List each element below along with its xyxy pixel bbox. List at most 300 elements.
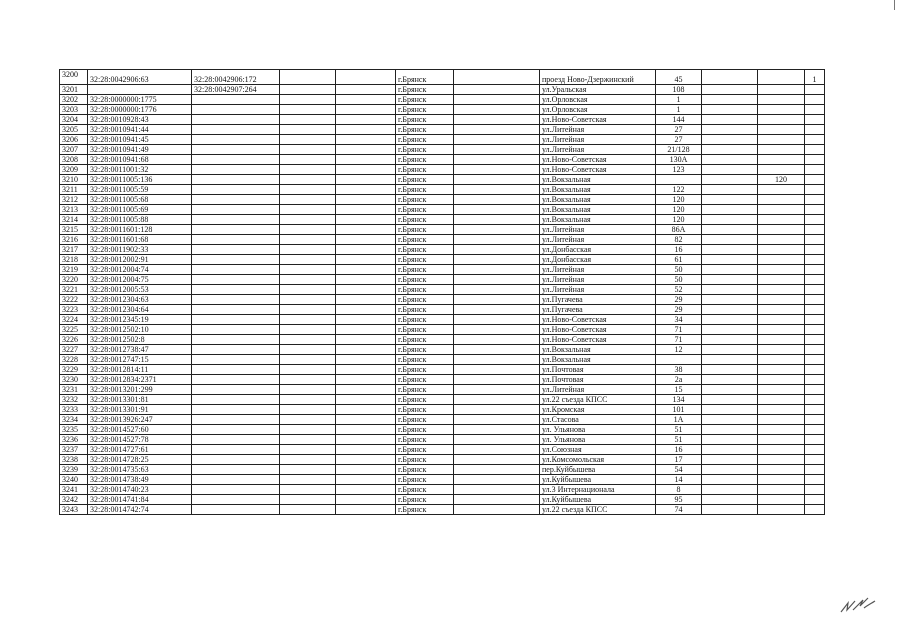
street-cell: ул.Донбасская bbox=[540, 245, 656, 255]
street-cell: ул.Литейная bbox=[540, 285, 656, 295]
house-number-cell: 95 bbox=[656, 495, 702, 505]
related-cadastral-number-cell bbox=[192, 215, 280, 225]
table-row bbox=[60, 215, 825, 225]
empty-cell bbox=[336, 185, 396, 195]
empty-cell bbox=[454, 245, 540, 255]
empty-cell bbox=[336, 115, 396, 125]
empty-cell bbox=[280, 315, 336, 325]
last-cell bbox=[805, 385, 825, 395]
empty-cell bbox=[280, 495, 336, 505]
street-cell: ул.Вокзальная bbox=[540, 185, 656, 195]
city-cell: г.Брянск bbox=[396, 485, 454, 495]
city-cell: г.Брянск bbox=[396, 385, 454, 395]
empty-cell bbox=[454, 375, 540, 385]
city-cell: г.Брянск bbox=[396, 405, 454, 415]
cadastral-number-cell: 32:28:0011005:88 bbox=[88, 215, 192, 225]
related-cadastral-number-cell bbox=[192, 445, 280, 455]
table-row bbox=[60, 285, 825, 295]
street-cell: ул.Ново-Советская bbox=[540, 115, 656, 125]
related-cadastral-number-cell bbox=[192, 485, 280, 495]
row-number-cell: 3234 bbox=[60, 415, 88, 425]
last-cell bbox=[805, 295, 825, 305]
related-cadastral-number-cell bbox=[192, 145, 280, 155]
related-cadastral-number-cell bbox=[192, 495, 280, 505]
extra-number-cell bbox=[758, 485, 805, 495]
street-cell: ул.Вокзальная bbox=[540, 215, 656, 225]
house-number-cell: 50 bbox=[656, 275, 702, 285]
last-cell bbox=[805, 425, 825, 435]
street-cell: ул.Союзная bbox=[540, 445, 656, 455]
empty-cell bbox=[454, 165, 540, 175]
cadastral-number-cell: 32:28:0010941:44 bbox=[88, 125, 192, 135]
street-cell: ул.Комсомольская bbox=[540, 455, 656, 465]
street-cell: ул.Почтовая bbox=[540, 375, 656, 385]
empty-cell bbox=[454, 70, 540, 85]
empty-cell bbox=[702, 215, 758, 225]
cadastral-number-cell: 32:28:0010928:43 bbox=[88, 115, 192, 125]
empty-cell bbox=[280, 375, 336, 385]
empty-cell bbox=[336, 235, 396, 245]
row-number-cell: 3224 bbox=[60, 315, 88, 325]
city-cell: г.Брянск bbox=[396, 115, 454, 125]
empty-cell bbox=[280, 135, 336, 145]
street-cell: ул.Литейная bbox=[540, 145, 656, 155]
empty-cell bbox=[454, 145, 540, 155]
extra-number-cell bbox=[758, 245, 805, 255]
last-cell bbox=[805, 345, 825, 355]
empty-cell bbox=[454, 85, 540, 95]
row-number-cell: 3214 bbox=[60, 215, 88, 225]
row-number-cell: 3208 bbox=[60, 155, 88, 165]
cadastral-number-cell: 32:28:0000000:1775 bbox=[88, 95, 192, 105]
empty-cell bbox=[454, 265, 540, 275]
related-cadastral-number-cell bbox=[192, 365, 280, 375]
street-cell: ул.Вокзальная bbox=[540, 205, 656, 215]
last-cell bbox=[805, 265, 825, 275]
related-cadastral-number-cell bbox=[192, 395, 280, 405]
empty-cell bbox=[280, 265, 336, 275]
empty-cell bbox=[702, 405, 758, 415]
empty-cell bbox=[280, 395, 336, 405]
empty-cell bbox=[336, 175, 396, 185]
empty-cell bbox=[280, 415, 336, 425]
last-cell bbox=[805, 85, 825, 95]
extra-number-cell bbox=[758, 455, 805, 465]
empty-cell bbox=[702, 155, 758, 165]
house-number-cell bbox=[656, 175, 702, 185]
empty-cell bbox=[280, 115, 336, 125]
table-row bbox=[60, 70, 825, 85]
empty-cell bbox=[336, 425, 396, 435]
empty-cell bbox=[280, 285, 336, 295]
related-cadastral-number-cell bbox=[192, 175, 280, 185]
empty-cell bbox=[280, 225, 336, 235]
city-cell: г.Брянск bbox=[396, 445, 454, 455]
cadastral-number-cell: 32:28:0013301:91 bbox=[88, 405, 192, 415]
cadastral-number-cell: 32:28:0012004:74 bbox=[88, 265, 192, 275]
empty-cell bbox=[454, 175, 540, 185]
row-number-cell: 3201 bbox=[60, 85, 88, 95]
row-number-cell: 3241 bbox=[60, 485, 88, 495]
street-cell: ул.Литейная bbox=[540, 265, 656, 275]
table-row bbox=[60, 105, 825, 115]
cadastral-number-cell: 32:28:0011005:68 bbox=[88, 195, 192, 205]
related-cadastral-number-cell bbox=[192, 195, 280, 205]
last-cell bbox=[805, 245, 825, 255]
table-row bbox=[60, 275, 825, 285]
city-cell: г.Брянск bbox=[396, 315, 454, 325]
empty-cell bbox=[280, 195, 336, 205]
row-number-cell: 3235 bbox=[60, 425, 88, 435]
row-number-cell: 3211 bbox=[60, 185, 88, 195]
row-number-cell: 3207 bbox=[60, 145, 88, 155]
extra-number-cell bbox=[758, 205, 805, 215]
house-number-cell: 12 bbox=[656, 345, 702, 355]
empty-cell bbox=[454, 425, 540, 435]
related-cadastral-number-cell bbox=[192, 115, 280, 125]
empty-cell bbox=[702, 305, 758, 315]
extra-number-cell bbox=[758, 275, 805, 285]
empty-cell bbox=[280, 305, 336, 315]
empty-cell bbox=[336, 505, 396, 515]
extra-number-cell bbox=[758, 70, 805, 85]
extra-number-cell bbox=[758, 505, 805, 515]
extra-number-cell bbox=[758, 335, 805, 345]
related-cadastral-number-cell bbox=[192, 135, 280, 145]
house-number-cell: 15 bbox=[656, 385, 702, 395]
row-number-cell: 3227 bbox=[60, 345, 88, 355]
extra-number-cell bbox=[758, 195, 805, 205]
empty-cell bbox=[702, 395, 758, 405]
empty-cell bbox=[454, 445, 540, 455]
empty-cell bbox=[702, 325, 758, 335]
last-cell bbox=[805, 435, 825, 445]
empty-cell bbox=[336, 315, 396, 325]
empty-cell bbox=[336, 145, 396, 155]
empty-cell bbox=[280, 445, 336, 455]
related-cadastral-number-cell bbox=[192, 255, 280, 265]
house-number-cell bbox=[656, 355, 702, 365]
empty-cell bbox=[336, 305, 396, 315]
empty-cell bbox=[454, 185, 540, 195]
house-number-cell: 74 bbox=[656, 505, 702, 515]
empty-cell bbox=[454, 315, 540, 325]
house-number-cell: 130А bbox=[656, 155, 702, 165]
extra-number-cell bbox=[758, 145, 805, 155]
table-row bbox=[60, 295, 825, 305]
empty-cell bbox=[280, 335, 336, 345]
house-number-cell: 2а bbox=[656, 375, 702, 385]
street-cell: ул.Ново-Советская bbox=[540, 325, 656, 335]
empty-cell bbox=[702, 70, 758, 85]
city-cell: г.Брянск bbox=[396, 475, 454, 485]
extra-number-cell bbox=[758, 365, 805, 375]
related-cadastral-number-cell bbox=[192, 455, 280, 465]
empty-cell bbox=[702, 235, 758, 245]
empty-cell bbox=[454, 355, 540, 365]
empty-cell bbox=[702, 225, 758, 235]
empty-cell bbox=[280, 355, 336, 365]
table-row bbox=[60, 145, 825, 155]
city-cell: г.Брянск bbox=[396, 365, 454, 375]
extra-number-cell bbox=[758, 285, 805, 295]
table-row bbox=[60, 225, 825, 235]
empty-cell bbox=[702, 255, 758, 265]
empty-cell bbox=[280, 245, 336, 255]
empty-cell bbox=[280, 205, 336, 215]
row-number-cell: 3216 bbox=[60, 235, 88, 245]
table-row bbox=[60, 485, 825, 495]
row-number-cell: 3209 bbox=[60, 165, 88, 175]
empty-cell bbox=[336, 325, 396, 335]
city-cell: г.Брянск bbox=[396, 305, 454, 315]
empty-cell bbox=[454, 155, 540, 165]
table-row bbox=[60, 325, 825, 335]
empty-cell bbox=[336, 375, 396, 385]
extra-number-cell bbox=[758, 105, 805, 115]
extra-number-cell bbox=[758, 165, 805, 175]
cadastral-number-cell: 32:28:0012814:11 bbox=[88, 365, 192, 375]
empty-cell bbox=[454, 385, 540, 395]
street-cell: проезд Ново-Дзержинский bbox=[540, 70, 656, 85]
extra-number-cell bbox=[758, 255, 805, 265]
empty-cell bbox=[702, 205, 758, 215]
city-cell: г.Брянск bbox=[396, 335, 454, 345]
empty-cell bbox=[702, 285, 758, 295]
row-number-cell: 3218 bbox=[60, 255, 88, 265]
related-cadastral-number-cell bbox=[192, 425, 280, 435]
empty-cell bbox=[702, 385, 758, 395]
extra-number-cell bbox=[758, 405, 805, 415]
empty-cell bbox=[280, 275, 336, 285]
row-number-cell: 3242 bbox=[60, 495, 88, 505]
cadastral-number-cell: 32:28:0014738:49 bbox=[88, 475, 192, 485]
extra-number-cell bbox=[758, 395, 805, 405]
table-row bbox=[60, 95, 825, 105]
empty-cell bbox=[702, 295, 758, 305]
city-cell: г.Брянск bbox=[396, 85, 454, 95]
empty-cell bbox=[454, 95, 540, 105]
city-cell: г.Брянск bbox=[396, 215, 454, 225]
row-number-cell: 3233 bbox=[60, 405, 88, 415]
empty-cell bbox=[336, 365, 396, 375]
row-number-cell: 3229 bbox=[60, 365, 88, 375]
extra-number-cell bbox=[758, 475, 805, 485]
empty-cell bbox=[454, 495, 540, 505]
empty-cell bbox=[454, 505, 540, 515]
extra-number-cell bbox=[758, 345, 805, 355]
city-cell: г.Брянск bbox=[396, 395, 454, 405]
related-cadastral-number-cell bbox=[192, 125, 280, 135]
last-cell bbox=[805, 285, 825, 295]
related-cadastral-number-cell bbox=[192, 275, 280, 285]
empty-cell bbox=[702, 95, 758, 105]
empty-cell bbox=[280, 405, 336, 415]
handwritten-mark bbox=[838, 594, 878, 616]
city-cell: г.Брянск bbox=[396, 415, 454, 425]
table-row bbox=[60, 255, 825, 265]
table-row bbox=[60, 265, 825, 275]
city-cell: г.Брянск bbox=[396, 235, 454, 245]
extra-number-cell bbox=[758, 305, 805, 315]
street-cell: ул.Стасова bbox=[540, 415, 656, 425]
street-cell: ул.Вокзальная bbox=[540, 345, 656, 355]
row-number-cell: 3240 bbox=[60, 475, 88, 485]
last-cell bbox=[805, 185, 825, 195]
row-number-cell: 3239 bbox=[60, 465, 88, 475]
empty-cell bbox=[336, 285, 396, 295]
empty-cell bbox=[454, 135, 540, 145]
empty-cell bbox=[336, 275, 396, 285]
street-cell: ул.Литейная bbox=[540, 275, 656, 285]
house-number-cell: 21/128 bbox=[656, 145, 702, 155]
extra-number-cell bbox=[758, 235, 805, 245]
empty-cell bbox=[702, 275, 758, 285]
empty-cell bbox=[702, 105, 758, 115]
table-row bbox=[60, 355, 825, 365]
empty-cell bbox=[280, 185, 336, 195]
house-number-cell: 108 bbox=[656, 85, 702, 95]
empty-cell bbox=[702, 485, 758, 495]
empty-cell bbox=[702, 115, 758, 125]
cadastral-number-cell: 32:28:0013926:247 bbox=[88, 415, 192, 425]
last-cell: 1 bbox=[805, 70, 825, 85]
empty-cell bbox=[280, 385, 336, 395]
table-row bbox=[60, 405, 825, 415]
extra-number-cell bbox=[758, 215, 805, 225]
empty-cell bbox=[280, 105, 336, 115]
extra-number-cell bbox=[758, 85, 805, 95]
empty-cell bbox=[454, 345, 540, 355]
street-cell: ул.Вокзальная bbox=[540, 195, 656, 205]
extra-number-cell bbox=[758, 465, 805, 475]
related-cadastral-number-cell bbox=[192, 185, 280, 195]
empty-cell bbox=[702, 425, 758, 435]
empty-cell bbox=[280, 365, 336, 375]
empty-cell bbox=[280, 295, 336, 305]
street-cell: ул.Вокзальная bbox=[540, 355, 656, 365]
house-number-cell: 82 bbox=[656, 235, 702, 245]
related-cadastral-number-cell bbox=[192, 345, 280, 355]
table-row bbox=[60, 465, 825, 475]
row-number-cell: 3231 bbox=[60, 385, 88, 395]
empty-cell bbox=[454, 405, 540, 415]
empty-cell bbox=[336, 435, 396, 445]
empty-cell bbox=[702, 375, 758, 385]
empty-cell bbox=[702, 175, 758, 185]
street-cell: ул.Ново-Советская bbox=[540, 335, 656, 345]
extra-number-cell bbox=[758, 375, 805, 385]
empty-cell bbox=[702, 345, 758, 355]
last-cell bbox=[805, 415, 825, 425]
empty-cell bbox=[702, 505, 758, 515]
cadastral-number-cell: 32:28:0011005:59 bbox=[88, 185, 192, 195]
city-cell: г.Брянск bbox=[396, 435, 454, 445]
row-number-cell: 3222 bbox=[60, 295, 88, 305]
related-cadastral-number-cell bbox=[192, 95, 280, 105]
house-number-cell: 1А bbox=[656, 415, 702, 425]
cadastral-number-cell: 32:28:0012747:15 bbox=[88, 355, 192, 365]
row-number-cell: 3215 bbox=[60, 225, 88, 235]
city-cell: г.Брянск bbox=[396, 70, 454, 85]
cadastral-number-cell: 32:28:0012502:8 bbox=[88, 335, 192, 345]
city-cell: г.Брянск bbox=[396, 465, 454, 475]
empty-cell bbox=[454, 125, 540, 135]
empty-cell bbox=[702, 455, 758, 465]
house-number-cell: 38 bbox=[656, 365, 702, 375]
empty-cell bbox=[336, 125, 396, 135]
empty-cell bbox=[702, 185, 758, 195]
empty-cell bbox=[454, 195, 540, 205]
street-cell: ул.Орловская bbox=[540, 95, 656, 105]
street-cell: ул.Кромская bbox=[540, 405, 656, 415]
empty-cell bbox=[702, 445, 758, 455]
house-number-cell: 50 bbox=[656, 265, 702, 275]
last-cell bbox=[805, 455, 825, 465]
table-row bbox=[60, 85, 825, 95]
related-cadastral-number-cell bbox=[192, 225, 280, 235]
last-cell bbox=[805, 505, 825, 515]
empty-cell bbox=[280, 465, 336, 475]
extra-number-cell: 120 bbox=[758, 175, 805, 185]
city-cell: г.Брянск bbox=[396, 355, 454, 365]
house-number-cell: 16 bbox=[656, 245, 702, 255]
street-cell: ул.Вокзальная bbox=[540, 175, 656, 185]
empty-cell bbox=[454, 295, 540, 305]
empty-cell bbox=[454, 105, 540, 115]
street-cell: ул.22 съезда КПСС bbox=[540, 395, 656, 405]
cadastral-number-cell: 32:28:0012502:10 bbox=[88, 325, 192, 335]
house-number-cell: 120 bbox=[656, 195, 702, 205]
cadastral-number-cell: 32:28:0011005:69 bbox=[88, 205, 192, 215]
house-number-cell: 16 bbox=[656, 445, 702, 455]
empty-cell bbox=[702, 365, 758, 375]
table-row bbox=[60, 155, 825, 165]
empty-cell bbox=[336, 485, 396, 495]
city-cell: г.Брянск bbox=[396, 345, 454, 355]
last-cell bbox=[805, 135, 825, 145]
extra-number-cell bbox=[758, 155, 805, 165]
empty-cell bbox=[336, 155, 396, 165]
empty-cell bbox=[454, 455, 540, 465]
empty-cell bbox=[454, 305, 540, 315]
empty-cell bbox=[454, 205, 540, 215]
street-cell: ул.Куйбышева bbox=[540, 495, 656, 505]
last-cell bbox=[805, 335, 825, 345]
city-cell: г.Брянск bbox=[396, 265, 454, 275]
empty-cell bbox=[280, 95, 336, 105]
house-number-cell: 71 bbox=[656, 325, 702, 335]
city-cell: г.Брянск bbox=[396, 245, 454, 255]
extra-number-cell bbox=[758, 435, 805, 445]
cadastral-number-cell: 32:28:0012005:53 bbox=[88, 285, 192, 295]
empty-cell bbox=[454, 435, 540, 445]
city-cell: г.Брянск bbox=[396, 455, 454, 465]
last-cell bbox=[805, 155, 825, 165]
city-cell: г.Брянск bbox=[396, 285, 454, 295]
empty-cell bbox=[336, 245, 396, 255]
table-row bbox=[60, 335, 825, 345]
cadastral-number-cell: 32:28:0012002:91 bbox=[88, 255, 192, 265]
empty-cell bbox=[702, 415, 758, 425]
empty-cell bbox=[454, 365, 540, 375]
empty-cell bbox=[702, 245, 758, 255]
empty-cell bbox=[702, 495, 758, 505]
empty-cell bbox=[280, 70, 336, 85]
empty-cell bbox=[336, 255, 396, 265]
house-number-cell: 134 bbox=[656, 395, 702, 405]
empty-cell bbox=[336, 345, 396, 355]
